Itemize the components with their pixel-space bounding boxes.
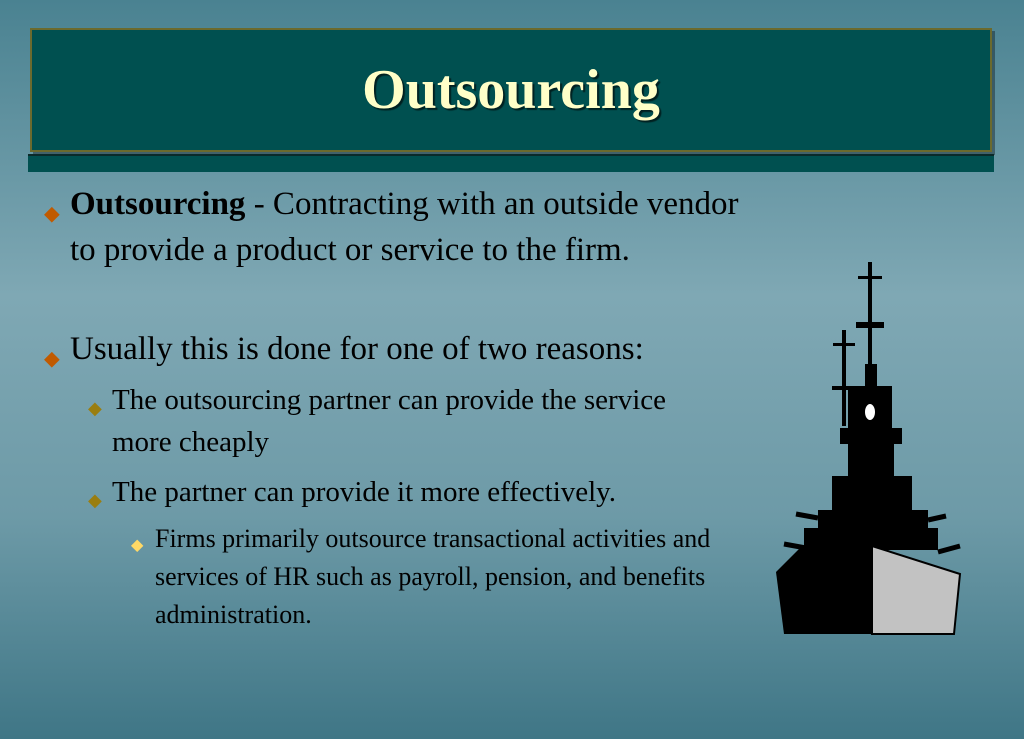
diamond-icon: ◆: [88, 398, 102, 418]
bullet-definition-text: - Contracting with an outside vendor to provide a product or service to the firm.: [70, 186, 739, 268]
bullet-reasons: [44, 326, 760, 372]
bullet-reasons-text: Usually this is done for one of two reasons:: [70, 331, 644, 367]
diamond-icon: ◆: [44, 203, 60, 225]
ship-icon: [770, 258, 970, 638]
bullet-term: Outsourcing: [70, 186, 246, 222]
subsubbullet-hr-text: Firms primarily outsource transactional activities and services of HR such as payroll, pension, and benefits administration.: [155, 524, 711, 629]
subbullet-effective-text: The partner can provide it more effectively.: [112, 476, 617, 508]
title-divider: [28, 154, 994, 172]
diamond-icon: ◆: [131, 537, 144, 554]
diamond-icon: ◆: [88, 490, 102, 510]
subbullet-effective: [88, 471, 752, 513]
slide-title: Outsourcing: [362, 59, 660, 121]
subbullet-cheaper-text: The outsourcing partner can provide the service more cheaply: [112, 384, 667, 458]
subbullet-cheaper: [88, 379, 712, 463]
subsubbullet-hr-activities: [131, 520, 735, 634]
diamond-icon: ◆: [44, 348, 60, 370]
title-box: [30, 28, 992, 152]
bullet-outsourcing-definition: [44, 181, 760, 273]
